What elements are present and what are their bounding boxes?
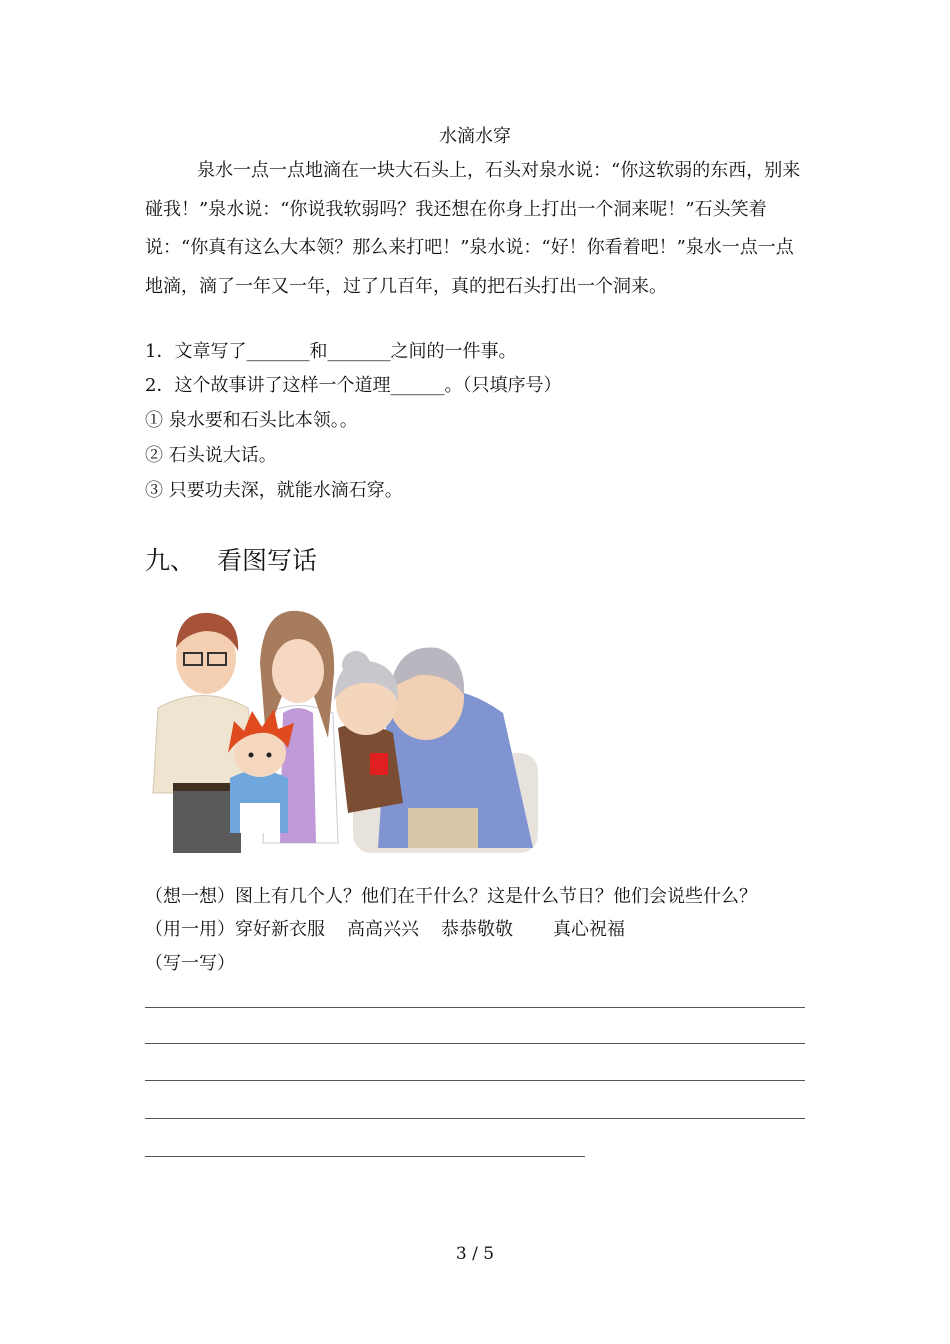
option-3: ③ 只要功夫深，就能水滴石穿。 [145,480,403,501]
use-word-3: 真心祝福 [553,919,625,940]
answer-line-2[interactable] [145,1043,805,1044]
answer-line-1[interactable] [145,1007,805,1008]
option-1: ① 泉水要和石头比本领。。 [145,410,358,431]
answer-line-5[interactable] [145,1156,585,1157]
answer-line-4[interactable] [145,1118,805,1119]
think-prompt: （想一想）图上有几个人？他们在干什么？这是什么节日？他们会说些什么？ [145,886,757,907]
story-title: 水滴水穿 [439,126,511,147]
use-prompt [145,918,625,942]
story-text: 泉水一点一点地滴在一块大石头上，石头对泉水说：“你这软弱的东西，别来碰我！”泉水说：“你说我软弱吗？我还想在你身上打出一个洞来呢！”石头笑着说：“你真有这么大本领？那么来打吧！”泉水说：“好！你看着吧！”泉水一点一点地滴，滴了一年又一年，过了几百年，真的把石头打出一个洞来。 [145,160,801,297]
section-heading [145,545,317,577]
section-number: 九、 [145,546,196,575]
answer-line-3[interactable] [145,1080,805,1081]
page-number: 3 / 5 [455,1244,495,1264]
question-2: 2．这个故事讲了这样一个道理______。（只填序号） [145,375,562,396]
story-paragraph [145,152,805,306]
use-word-1: 高高兴兴 [347,919,419,940]
use-label: （用一用）穿好新衣服 [145,919,325,940]
question-1: 1．文章写了_______和_______之间的一件事。 [145,341,517,362]
family-greeting-illustration [148,603,538,853]
use-word-2: 恭恭敬敬 [441,919,513,940]
write-prompt: （写一写） [145,953,235,974]
section-title: 看图写话 [217,546,318,575]
option-2: ② 石头说大话。 [145,445,277,466]
